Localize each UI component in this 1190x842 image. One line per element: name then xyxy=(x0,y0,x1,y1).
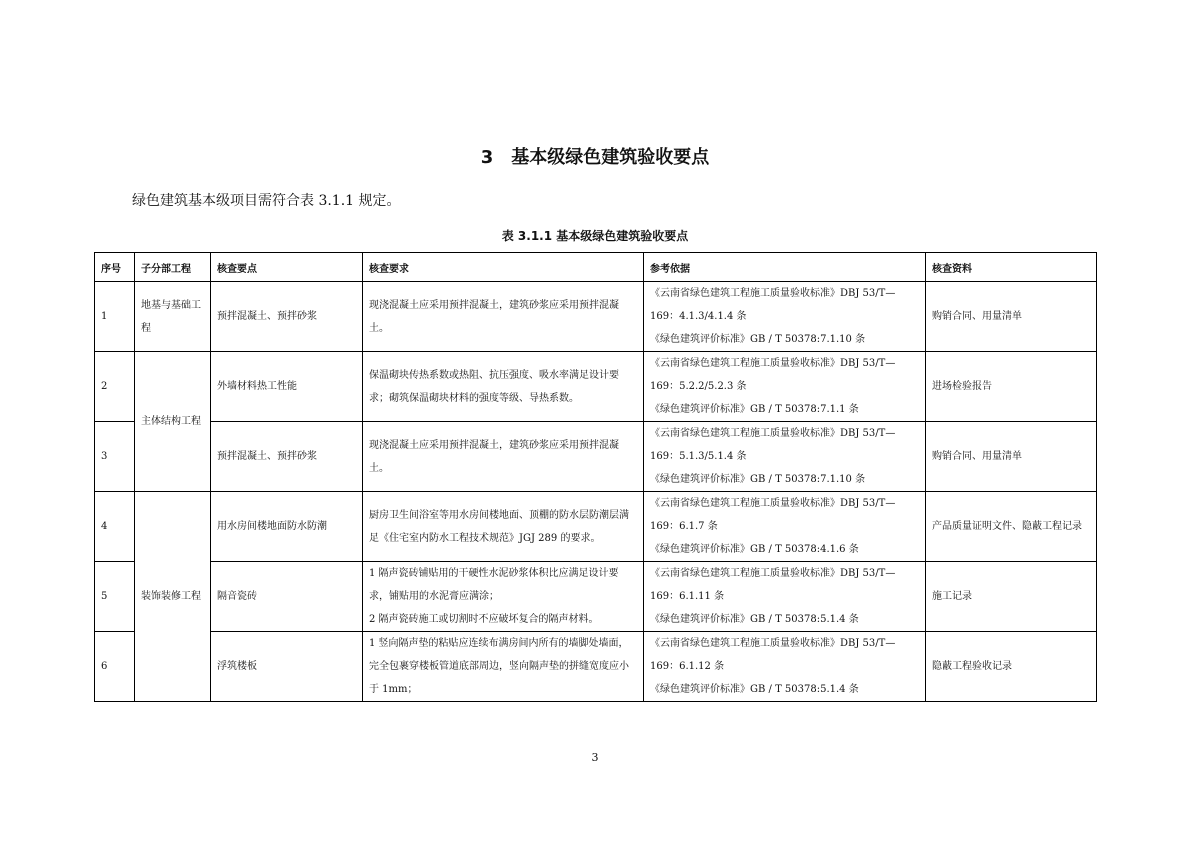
table-row xyxy=(95,352,1097,422)
materials-cell: 购销合同、用量清单 xyxy=(926,422,1097,492)
basis-line: 《云南省绿色建筑工程施工质量验收标准》DBJ 53/T—169：5.1.3/5.1.4 条 xyxy=(650,428,896,462)
requirement-cell: 厨房卫生间浴室等用水房间楼地面、顶棚的防水层防潮层满足《住宅室内防水工程技术规范》JGJ 289 的要求。 xyxy=(363,492,644,562)
subproject-cell: 主体结构工程 xyxy=(135,352,211,492)
basis-cell xyxy=(644,492,926,562)
header-requirement: 核查要求 xyxy=(363,253,644,282)
requirement-cell xyxy=(363,562,644,632)
header-check-point: 核查要点 xyxy=(211,253,363,282)
acceptance-table xyxy=(94,252,1097,702)
row-number: 3 xyxy=(95,422,135,492)
basis-line: 《绿色建筑评价标准》GB / T 50378:5.1.4 条 xyxy=(650,614,859,625)
check-point-cell: 浮筑楼板 xyxy=(211,632,363,702)
requirement-cell: 现浇混凝土应采用预拌混凝土，建筑砂浆应采用预拌混凝土。 xyxy=(363,282,644,352)
basis-cell xyxy=(644,632,926,702)
header-basis: 参考依据 xyxy=(644,253,926,282)
row-number: 5 xyxy=(95,562,135,632)
basis-line: 《绿色建筑评价标准》GB / T 50378:7.1.10 条 xyxy=(650,474,866,485)
basis-cell xyxy=(644,562,926,632)
header-materials: 核查资料 xyxy=(926,253,1097,282)
table-row xyxy=(95,492,1097,562)
basis-cell xyxy=(644,422,926,492)
check-point-cell: 预拌混凝土、预拌砂浆 xyxy=(211,282,363,352)
header-no: 序号 xyxy=(95,253,135,282)
requirement-cell: 保温砌块传热系数或热阻、抗压强度、吸水率满足设计要求；砌筑保温砌块材料的强度等级、导热系数。 xyxy=(363,352,644,422)
table-header-row xyxy=(95,253,1097,282)
row-number: 1 xyxy=(95,282,135,352)
basis-cell xyxy=(644,282,926,352)
check-point-cell: 隔音瓷砖 xyxy=(211,562,363,632)
requirement-line: 1 隔声瓷砖铺贴用的干硬性水泥砂浆体积比应满足设计要求，铺贴用的水泥膏应满涂； xyxy=(369,568,619,602)
section-heading: 3 基本级绿色建筑验收要点 xyxy=(480,147,710,168)
basis-line: 《云南省绿色建筑工程施工质量验收标准》DBJ 53/T—169：4.1.3/4.1.4 条 xyxy=(650,288,896,322)
check-point-cell: 预拌混凝土、预拌砂浆 xyxy=(211,422,363,492)
row-number: 4 xyxy=(95,492,135,562)
table-row xyxy=(95,632,1097,702)
row-number: 2 xyxy=(95,352,135,422)
subproject-cell: 装饰装修工程 xyxy=(135,492,211,702)
basis-line: 《绿色建筑评价标准》GB / T 50378:7.1.1 条 xyxy=(650,404,859,415)
table-row xyxy=(95,562,1097,632)
basis-line: 《云南省绿色建筑工程施工质量验收标准》DBJ 53/T—169：6.1.12 条 xyxy=(650,638,896,672)
materials-cell: 购销合同、用量清单 xyxy=(926,282,1097,352)
basis-line: 《云南省绿色建筑工程施工质量验收标准》DBJ 53/T—169：6.1.11 条 xyxy=(650,568,896,602)
row-number: 6 xyxy=(95,632,135,702)
requirement-cell: 现浇混凝土应采用预拌混凝土，建筑砂浆应采用预拌混凝土。 xyxy=(363,422,644,492)
materials-cell: 施工记录 xyxy=(926,562,1097,632)
table-row xyxy=(95,282,1097,352)
basis-line: 《绿色建筑评价标准》GB / T 50378:4.1.6 条 xyxy=(650,544,859,555)
basis-line: 《云南省绿色建筑工程施工质量验收标准》DBJ 53/T—169：5.2.2/5.2.3 条 xyxy=(650,358,896,392)
materials-cell: 产品质量证明文件、隐蔽工程记录 xyxy=(926,492,1097,562)
intro-paragraph: 绿色建筑基本级项目需符合表 3.1.1 规定。 xyxy=(132,193,401,209)
requirement-cell: 1 竖向隔声垫的粘贴应连续布满房间内所有的墙脚处墙面，完全包裹穿楼板管道底部周边，竖向隔声垫的拼缝宽度应小 于 1mm； xyxy=(363,632,644,702)
basis-line: 《云南省绿色建筑工程施工质量验收标准》DBJ 53/T—169：6.1.7 条 xyxy=(650,498,896,532)
materials-cell: 进场检验报告 xyxy=(926,352,1097,422)
table-row xyxy=(95,422,1097,492)
requirement-line: 2 隔声瓷砖施工或切割时不应破坏复合的隔声材料。 xyxy=(369,614,599,625)
page-number: 3 xyxy=(591,751,599,764)
subproject-cell: 地基与基础工程 xyxy=(135,282,211,352)
materials-cell: 隐蔽工程验收记录 xyxy=(926,632,1097,702)
basis-line: 《绿色建筑评价标准》GB / T 50378:7.1.10 条 xyxy=(650,334,866,345)
table-caption: 表 3.1.1 基本级绿色建筑验收要点 xyxy=(501,229,689,243)
check-point-cell: 用水房间楼地面防水防潮 xyxy=(211,492,363,562)
check-point-cell: 外墙材料热工性能 xyxy=(211,352,363,422)
basis-line: 《绿色建筑评价标准》GB / T 50378:5.1.4 条 xyxy=(650,684,859,695)
header-subproject: 子分部工程 xyxy=(135,253,211,282)
basis-cell xyxy=(644,352,926,422)
